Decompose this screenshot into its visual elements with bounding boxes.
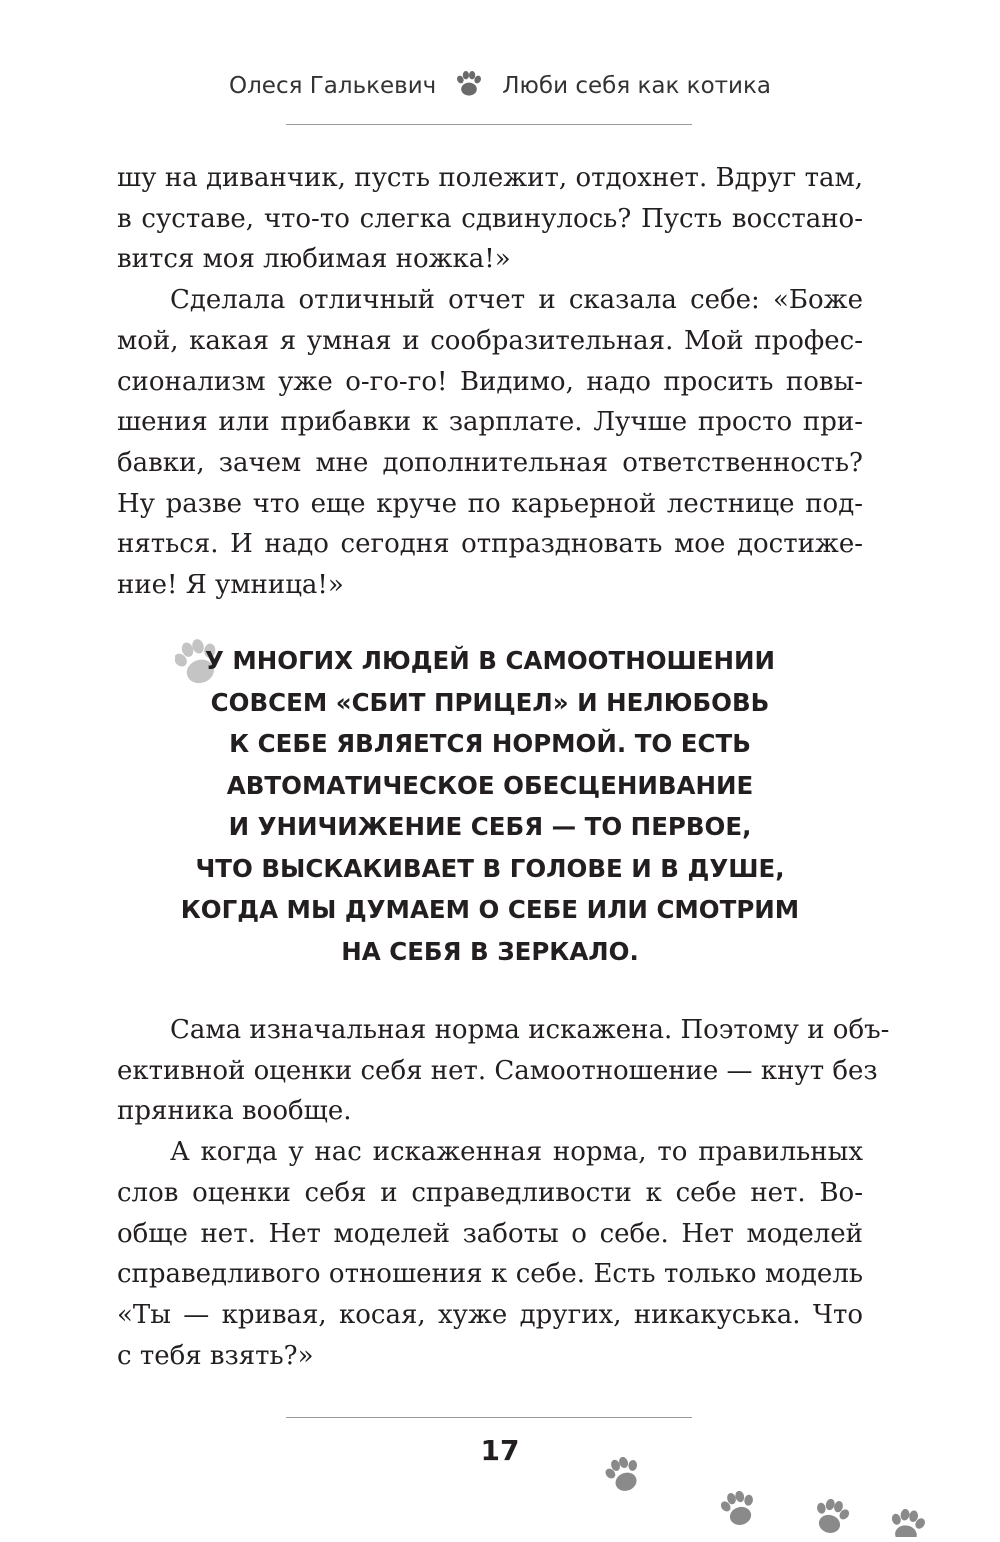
text-line: Сделала отличный отчет и сказала себе: «Боже <box>170 285 863 316</box>
text-line: с тебя взять?» <box>117 1340 314 1371</box>
quote-line: К СЕБЕ ЯВЛЯЕТСЯ НОРМОЙ. ТО ЕСТЬ <box>229 729 751 758</box>
text-line: няться. И надо сегодня отпраздновать мое достиже- <box>117 529 863 560</box>
text-line: мой, какая я умная и сообразительная. Мой профес- <box>117 325 863 356</box>
quote-line: НА СЕБЯ В ЗЕРКАЛО. <box>341 936 639 966</box>
pull-quote <box>117 640 863 972</box>
paw-icon <box>456 70 482 102</box>
text-line: сионализм уже о-го-го! Видимо, надо просить повы- <box>117 366 863 397</box>
header-author: Олеся Галькевич <box>229 73 437 99</box>
running-header <box>0 70 1000 102</box>
paw-icon <box>605 1456 643 1499</box>
text-line: в суставе, что-то слегка сдвинулось? Пусть восстано- <box>117 203 863 234</box>
text-line: Ну разве что еще круче по карьерной лестнице под- <box>117 488 863 519</box>
header-rule <box>286 124 692 125</box>
quote-line: СОВСЕМ «СБИТ ПРИЦЕЛ» И НЕЛЮБОВЬ <box>210 687 770 717</box>
text-line: пряника вообще. <box>117 1096 352 1127</box>
quote-line: ЧТО ВЫСКАКИВАЕТ В ГОЛОВЕ И В ДУШЕ, <box>195 853 785 883</box>
text-line: справедливого отношения к себе. Есть только модель <box>117 1259 863 1290</box>
text-line: вится моя любимая ножка!» <box>117 244 511 275</box>
text-line: бавки, зачем мне дополнительная ответственность? <box>117 447 863 478</box>
page-number: 17 <box>480 1434 520 1467</box>
quote-line: АВТОМАТИЧЕСКОЕ ОБЕСЦЕНИВАНИЕ <box>226 770 754 800</box>
paw-icon <box>812 1498 850 1541</box>
text-line: обще нет. Нет моделей заботы о себе. Нет моделей <box>117 1218 863 1249</box>
text-line: А когда у нас искаженная норма, то правильных <box>170 1137 863 1168</box>
quote-line: У МНОГИХ ЛЮДЕЙ В САМООТНОШЕНИИ <box>204 646 776 675</box>
text-line: Сама изначальная норма искажена. Поэтому и объ- <box>170 1015 890 1045</box>
text-line: ние! Я умница!» <box>117 570 344 601</box>
paw-icon <box>720 1490 758 1533</box>
quote-line: И УНИЧИЖЕНИЕ СЕБЯ — ТО ПЕРВОЕ, <box>228 812 752 841</box>
paragraph-block-1 <box>117 158 863 606</box>
footer-rule <box>286 1417 692 1418</box>
paragraph-block-2 <box>117 1010 890 1376</box>
header-title: Люби себя как котика <box>502 73 771 99</box>
text-line: шу на диванчик, пусть полежит, отдохнет. Вдруг там, <box>117 163 863 193</box>
text-line: слов оценки себя и справедливости к себе нет. Во- <box>117 1177 863 1208</box>
quote-line: КОГДА МЫ ДУМАЕМ О СЕБЕ ИЛИ СМОТРИМ <box>180 895 800 924</box>
text-line: ективной оценки себя нет. Самоотношение — кнут без <box>117 1055 878 1086</box>
text-line: шения или прибавки к зарплате. Лучше просто при- <box>117 407 863 438</box>
text-line: «Ты — кривая, косая, хуже других, никакуська. Что <box>117 1299 863 1330</box>
